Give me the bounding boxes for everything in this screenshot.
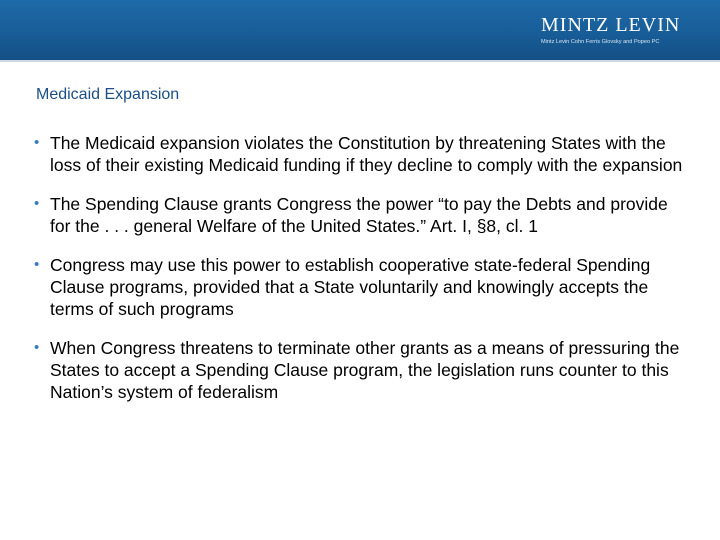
bullet-item <box>30 337 690 403</box>
bullet-marker-icon: • <box>34 134 40 151</box>
logo-name: MINTZ LEVIN <box>541 14 681 36</box>
bullet-marker-icon: • <box>34 195 40 212</box>
bullet-marker-icon: • <box>34 256 40 273</box>
bullet-text: The Spending Clause grants Congress the power “to pay the Debts and provide for the . . . general Welfare of the United States.” Art. I, §8, cl. 1 <box>50 194 668 236</box>
bullet-list <box>30 132 690 420</box>
bullet-marker-icon: • <box>34 339 40 356</box>
bullet-text: Congress may use this power to establish cooperative state-federal Spending Clause programs, provided that a State voluntarily and knowingly accepts the terms of such programs <box>50 255 651 319</box>
bullet-item <box>30 193 690 237</box>
bullet-item <box>30 254 690 320</box>
bullet-item <box>30 132 690 176</box>
header-divider <box>0 60 720 62</box>
bullet-text: When Congress threatens to terminate other grants as a means of pressuring the States to accept a Spending Clause program, the legislation runs counter to this Nation’s system of federalism <box>50 338 680 402</box>
logo-subtitle: Mintz Levin Cohn Ferris Glovsky and Popeo PC <box>541 39 660 45</box>
header-band <box>0 0 720 60</box>
bullet-text: The Medicaid expansion violates the Constitution by threatening States with the loss of their existing Medicaid funding if they decline to comply with the expansion <box>50 133 683 175</box>
slide-title: Medicaid Expansion <box>36 86 180 103</box>
company-logo <box>541 14 686 46</box>
